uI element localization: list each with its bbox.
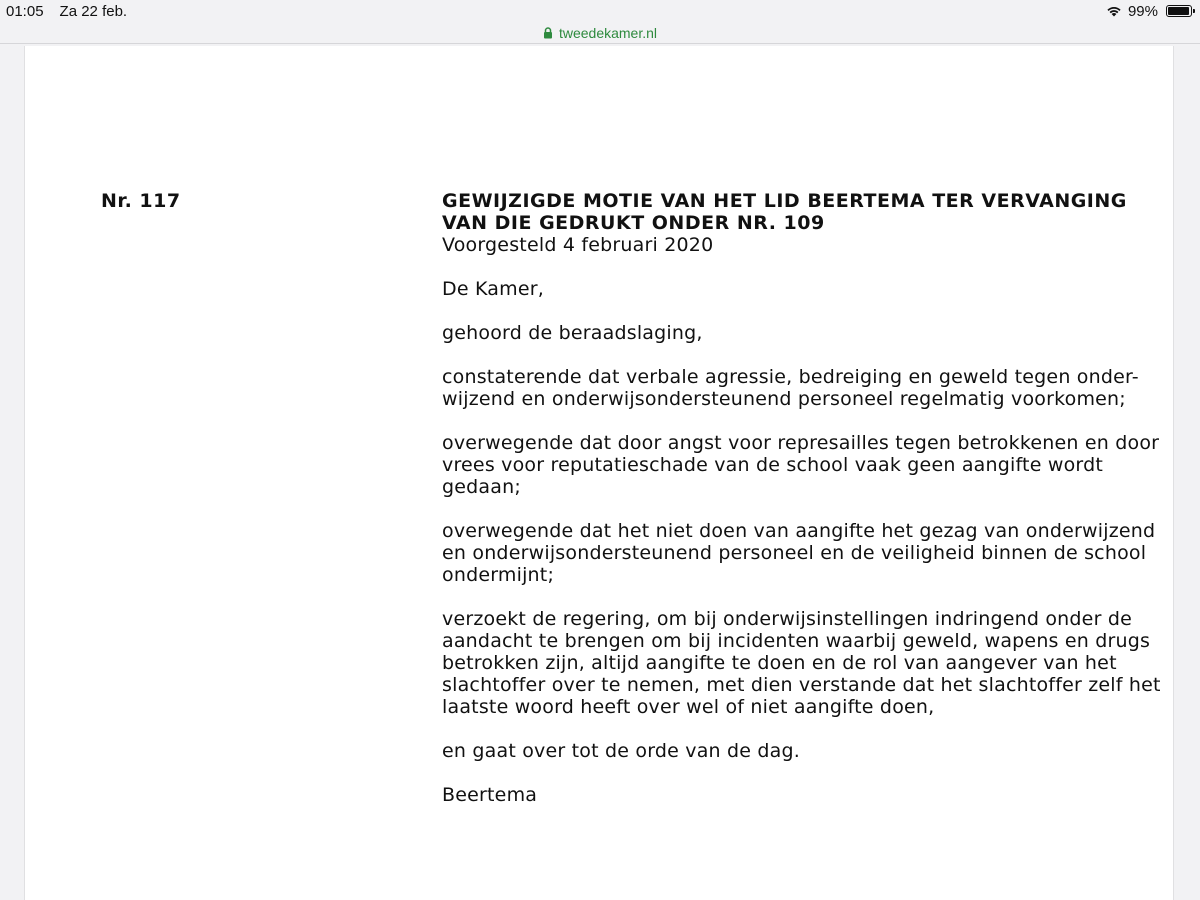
motion-paragraph [442, 432, 1160, 498]
paragraph-line: verzoekt de regering, om bij onderwijsinstellingen indringend onder de [442, 608, 1132, 630]
motion-paragraph [442, 366, 1142, 410]
motion-paragraph [442, 278, 1142, 300]
paragraph-line: ondermijnt; [442, 564, 555, 586]
url-bar[interactable] [0, 22, 1200, 44]
battery-fill [1168, 7, 1189, 15]
status-bar [0, 0, 1200, 22]
paragraph-line: en onderwijsondersteunend personeel en de veiligheid binnen de school [442, 542, 1147, 564]
document-title [442, 190, 1142, 234]
paragraph-line: vrees voor reputatieschade van de school vaak geen aangifte wordt [442, 454, 1103, 476]
battery-icon [1166, 5, 1192, 17]
wifi-icon [1106, 5, 1122, 17]
status-right [1106, 3, 1192, 20]
paragraph-line: gedaan; [442, 476, 521, 498]
status-left [6, 3, 127, 20]
paragraph-line: slachtoffer over te nemen, met dien verstande dat het slachtoffer zelf het [442, 674, 1161, 696]
paragraph-line: aandacht te brengen om bij incidenten waarbij geweld, wapens en drugs [442, 630, 1151, 652]
paragraph-line: overwegende dat door angst voor represailles tegen betrokkenen en door [442, 432, 1160, 454]
paragraph-line: laatste woord heeft over wel of niet aangifte doen, [442, 696, 935, 718]
motion-paragraph [442, 740, 1142, 762]
paragraph-line: gehoord de beraadslaging, [442, 322, 703, 344]
paragraph-line: De Kamer, [442, 278, 544, 300]
paragraph-line: Beertema [442, 784, 538, 806]
paragraph-line: en gaat over tot de orde van de dag. [442, 740, 801, 762]
motion-paragraph [442, 520, 1156, 586]
motion-paragraph [442, 784, 1142, 806]
paragraph-line: wijzend en onderwijsondersteunend personeel regelmatig voorkomen; [442, 388, 1126, 410]
paragraph-line: constaterende dat verbale agressie, bedreiging en geweld tegen onder- [442, 366, 1139, 388]
motion-paragraph [442, 322, 1142, 344]
document-date: Voorgesteld 4 februari 2020 [442, 234, 714, 256]
url-domain[interactable]: tweedekamer.nl [558, 24, 658, 41]
status-date: Za 22 feb. [59, 2, 128, 20]
motion-paragraph [442, 608, 1161, 718]
battery-percent: 99% [1127, 2, 1158, 20]
document-body [442, 190, 1161, 828]
document-title-line: VAN DIE GEDRUKT ONDER NR. 109 [442, 212, 825, 234]
lock-icon [543, 27, 553, 39]
status-time: 01:05 [6, 2, 44, 20]
document-page [24, 46, 1174, 900]
document-title-line: GEWIJZIGDE MOTIE VAN HET LID BEERTEMA TER VERVANGING [442, 190, 1127, 212]
document-number: Nr. 117 [101, 190, 181, 212]
paragraph-line: betrokken zijn, altijd aangifte te doen en de rol van aangever van het [442, 652, 1117, 674]
paragraph-line: overwegende dat het niet doen van aangifte het gezag van onderwijzend [442, 520, 1156, 542]
document-paragraphs [442, 278, 1161, 806]
